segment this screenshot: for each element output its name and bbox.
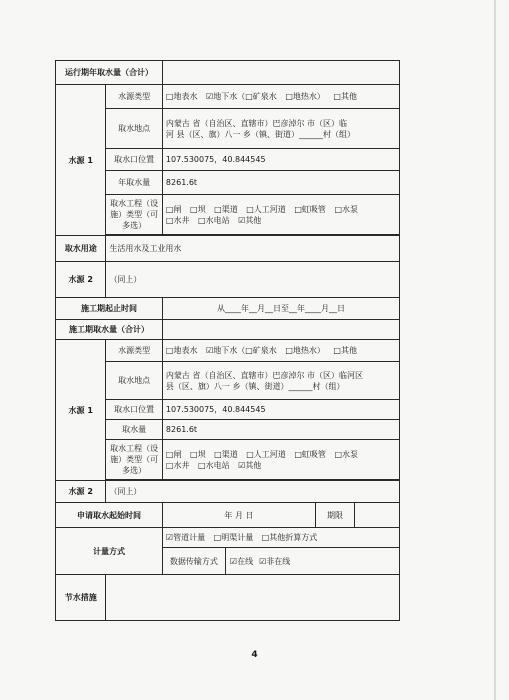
project-type-label-2: 取水工程（设施）类型（可多选） (106, 440, 162, 480)
option-pump[interactable]: □水泵 (334, 204, 359, 214)
option-hydropower-2[interactable]: □水电站 (198, 460, 230, 470)
term-label: 期限 (327, 510, 343, 520)
source-type-options (162, 85, 399, 109)
metering-label: 计量方式 (56, 528, 163, 575)
source2-value: （同上） (106, 262, 400, 298)
option-offline[interactable]: ☑非在线 (259, 556, 291, 566)
option-other[interactable]: □其他 (333, 92, 357, 101)
metering-options (162, 528, 399, 548)
annual-qty-label: 年取水量 (106, 171, 162, 195)
term-value (354, 503, 399, 527)
option-siphon-2[interactable]: □虹吸管 (294, 449, 326, 459)
project-type-options-2 (162, 440, 399, 480)
source1-project-row (56, 195, 400, 235)
water-saving-row (56, 575, 400, 621)
construction-qty-value (162, 320, 399, 340)
option-online[interactable]: ☑在线 (229, 556, 254, 566)
water-use-label: 取水用途 (56, 236, 106, 262)
option-channel[interactable]: □渠道 (214, 204, 238, 214)
transmission-label: 数据传输方式 (163, 548, 226, 574)
qty-value-2: 8261.6t (162, 420, 399, 440)
intake-position-value: 107.530075，40.844545 (162, 149, 399, 171)
option-geothermal-2[interactable]: □地热水） (285, 346, 325, 355)
source1-location-row (56, 109, 400, 149)
source2-label: 水源 2 (56, 262, 106, 298)
location-label-2: 取水地点 (106, 362, 162, 400)
option-sluice-2[interactable]: □闸 (165, 449, 182, 459)
intake-position-value-2: 107.530075，40.844545 (162, 400, 399, 420)
location-value-2 (162, 362, 399, 400)
project-type-label: 取水工程（设施）类型（可多选） (106, 195, 162, 235)
option-sluice[interactable]: □闸 (165, 204, 182, 214)
project-type-options (162, 195, 399, 235)
water-saving-label: 节水措施 (56, 575, 106, 621)
source-type-label: 水源类型 (106, 85, 162, 109)
option-other-conversion[interactable]: □其他折算方式 (261, 533, 318, 542)
option-surface-water[interactable]: □地表水 (165, 92, 198, 101)
option-project-other-2[interactable]: ☑其他 (238, 460, 262, 470)
construction-period-label: 施工期起止时间 (56, 298, 163, 320)
source2a-row (56, 262, 400, 298)
transmission-cell (162, 548, 399, 575)
source1b-label: 水源 1 (56, 340, 106, 481)
option-pump-2[interactable]: □水泵 (334, 449, 359, 459)
option-groundwater[interactable]: ☑地下水（□矿泉水 (206, 92, 277, 101)
option-well-2[interactable]: □水井 (165, 460, 190, 470)
annual-total-value (162, 61, 399, 85)
transmission-options (226, 548, 399, 574)
page-number: 4 (251, 650, 258, 660)
source1-type-row (56, 85, 400, 109)
start-time-row (56, 503, 400, 528)
option-other-2[interactable]: □其他 (333, 346, 357, 355)
option-artificial-river-2[interactable]: □人工河道 (246, 449, 286, 459)
construction-period-value: 从____年__月__日至__年____月__日 (162, 298, 399, 320)
scan-edge (494, 0, 496, 700)
location-label: 取水地点 (106, 109, 162, 149)
source-type-label-2: 水源类型 (106, 340, 162, 362)
qty-label-2: 取水量 (106, 420, 162, 440)
construction-period-row (56, 298, 400, 320)
source1b-type-row (56, 340, 400, 362)
water-use-row (56, 236, 400, 262)
location-line-1: 内蒙古 省（自治区、直辖市）巴彦淖尔 市（区）临 (165, 118, 348, 128)
option-project-other[interactable]: ☑其他 (238, 215, 262, 225)
source1-qty-row (56, 171, 400, 195)
option-surface-water-2[interactable]: □地表水 (165, 346, 198, 355)
source1b-qty-row (56, 420, 400, 440)
water-use-value: 生活用水及工业用水 (106, 236, 400, 262)
source1-coord-row (56, 149, 400, 171)
location-line-2-2: 县（区、旗）八一 乡（镇、街道）______村（组） (165, 381, 345, 391)
source2b-label: 水源 2 (56, 481, 106, 503)
water-application-form (55, 60, 400, 621)
annual-qty-value: 8261.6t (162, 171, 399, 195)
metering-row (56, 528, 400, 548)
construction-qty-row (56, 320, 400, 340)
location-line-2: 河 县（区、旗）八一 乡（镇、街道）______村（组） (165, 129, 356, 139)
option-channel-2[interactable]: □渠道 (214, 449, 238, 459)
option-siphon[interactable]: □虹吸管 (294, 204, 326, 214)
source-type-options-2 (162, 340, 399, 362)
option-open-channel-metering[interactable]: □明渠计量 (213, 533, 254, 542)
start-time-value: 年 月 日 (163, 503, 316, 527)
option-groundwater-2[interactable]: ☑地下水（□矿泉水 (206, 346, 277, 355)
intake-position-label: 取水口位置 (106, 149, 162, 171)
construction-qty-label: 施工期取水量（合计） (56, 320, 163, 340)
source2b-value: （同上） (106, 481, 400, 503)
source1b-coord-row (56, 400, 400, 420)
intake-position-label-2: 取水口位置 (106, 400, 162, 420)
source1-label: 水源 1 (56, 85, 106, 236)
source1b-location-row (56, 362, 400, 400)
source1b-project-row (56, 440, 400, 480)
water-saving-value (106, 575, 400, 621)
source2b-row (56, 481, 400, 503)
option-artificial-river[interactable]: □人工河道 (246, 204, 286, 214)
location-value (162, 109, 399, 149)
annual-total-row (56, 61, 400, 85)
option-dam-2[interactable]: □坝 (190, 449, 206, 459)
annual-total-label: 运行期年取水量（合计） (56, 61, 163, 85)
location-line-1-2: 内蒙古 省（自治区、直辖市）巴彦淖尔 市（区）临河区 (165, 370, 364, 380)
start-time-cell (162, 503, 399, 528)
option-well[interactable]: □水井 (165, 215, 190, 225)
option-geothermal[interactable]: □地热水） (285, 92, 325, 101)
option-pipe-metering[interactable]: ☑管道计量 (165, 533, 206, 542)
option-dam[interactable]: □坝 (190, 204, 206, 214)
start-time-label: 申请取水起始时间 (56, 503, 163, 528)
option-hydropower[interactable]: □水电站 (198, 215, 230, 225)
